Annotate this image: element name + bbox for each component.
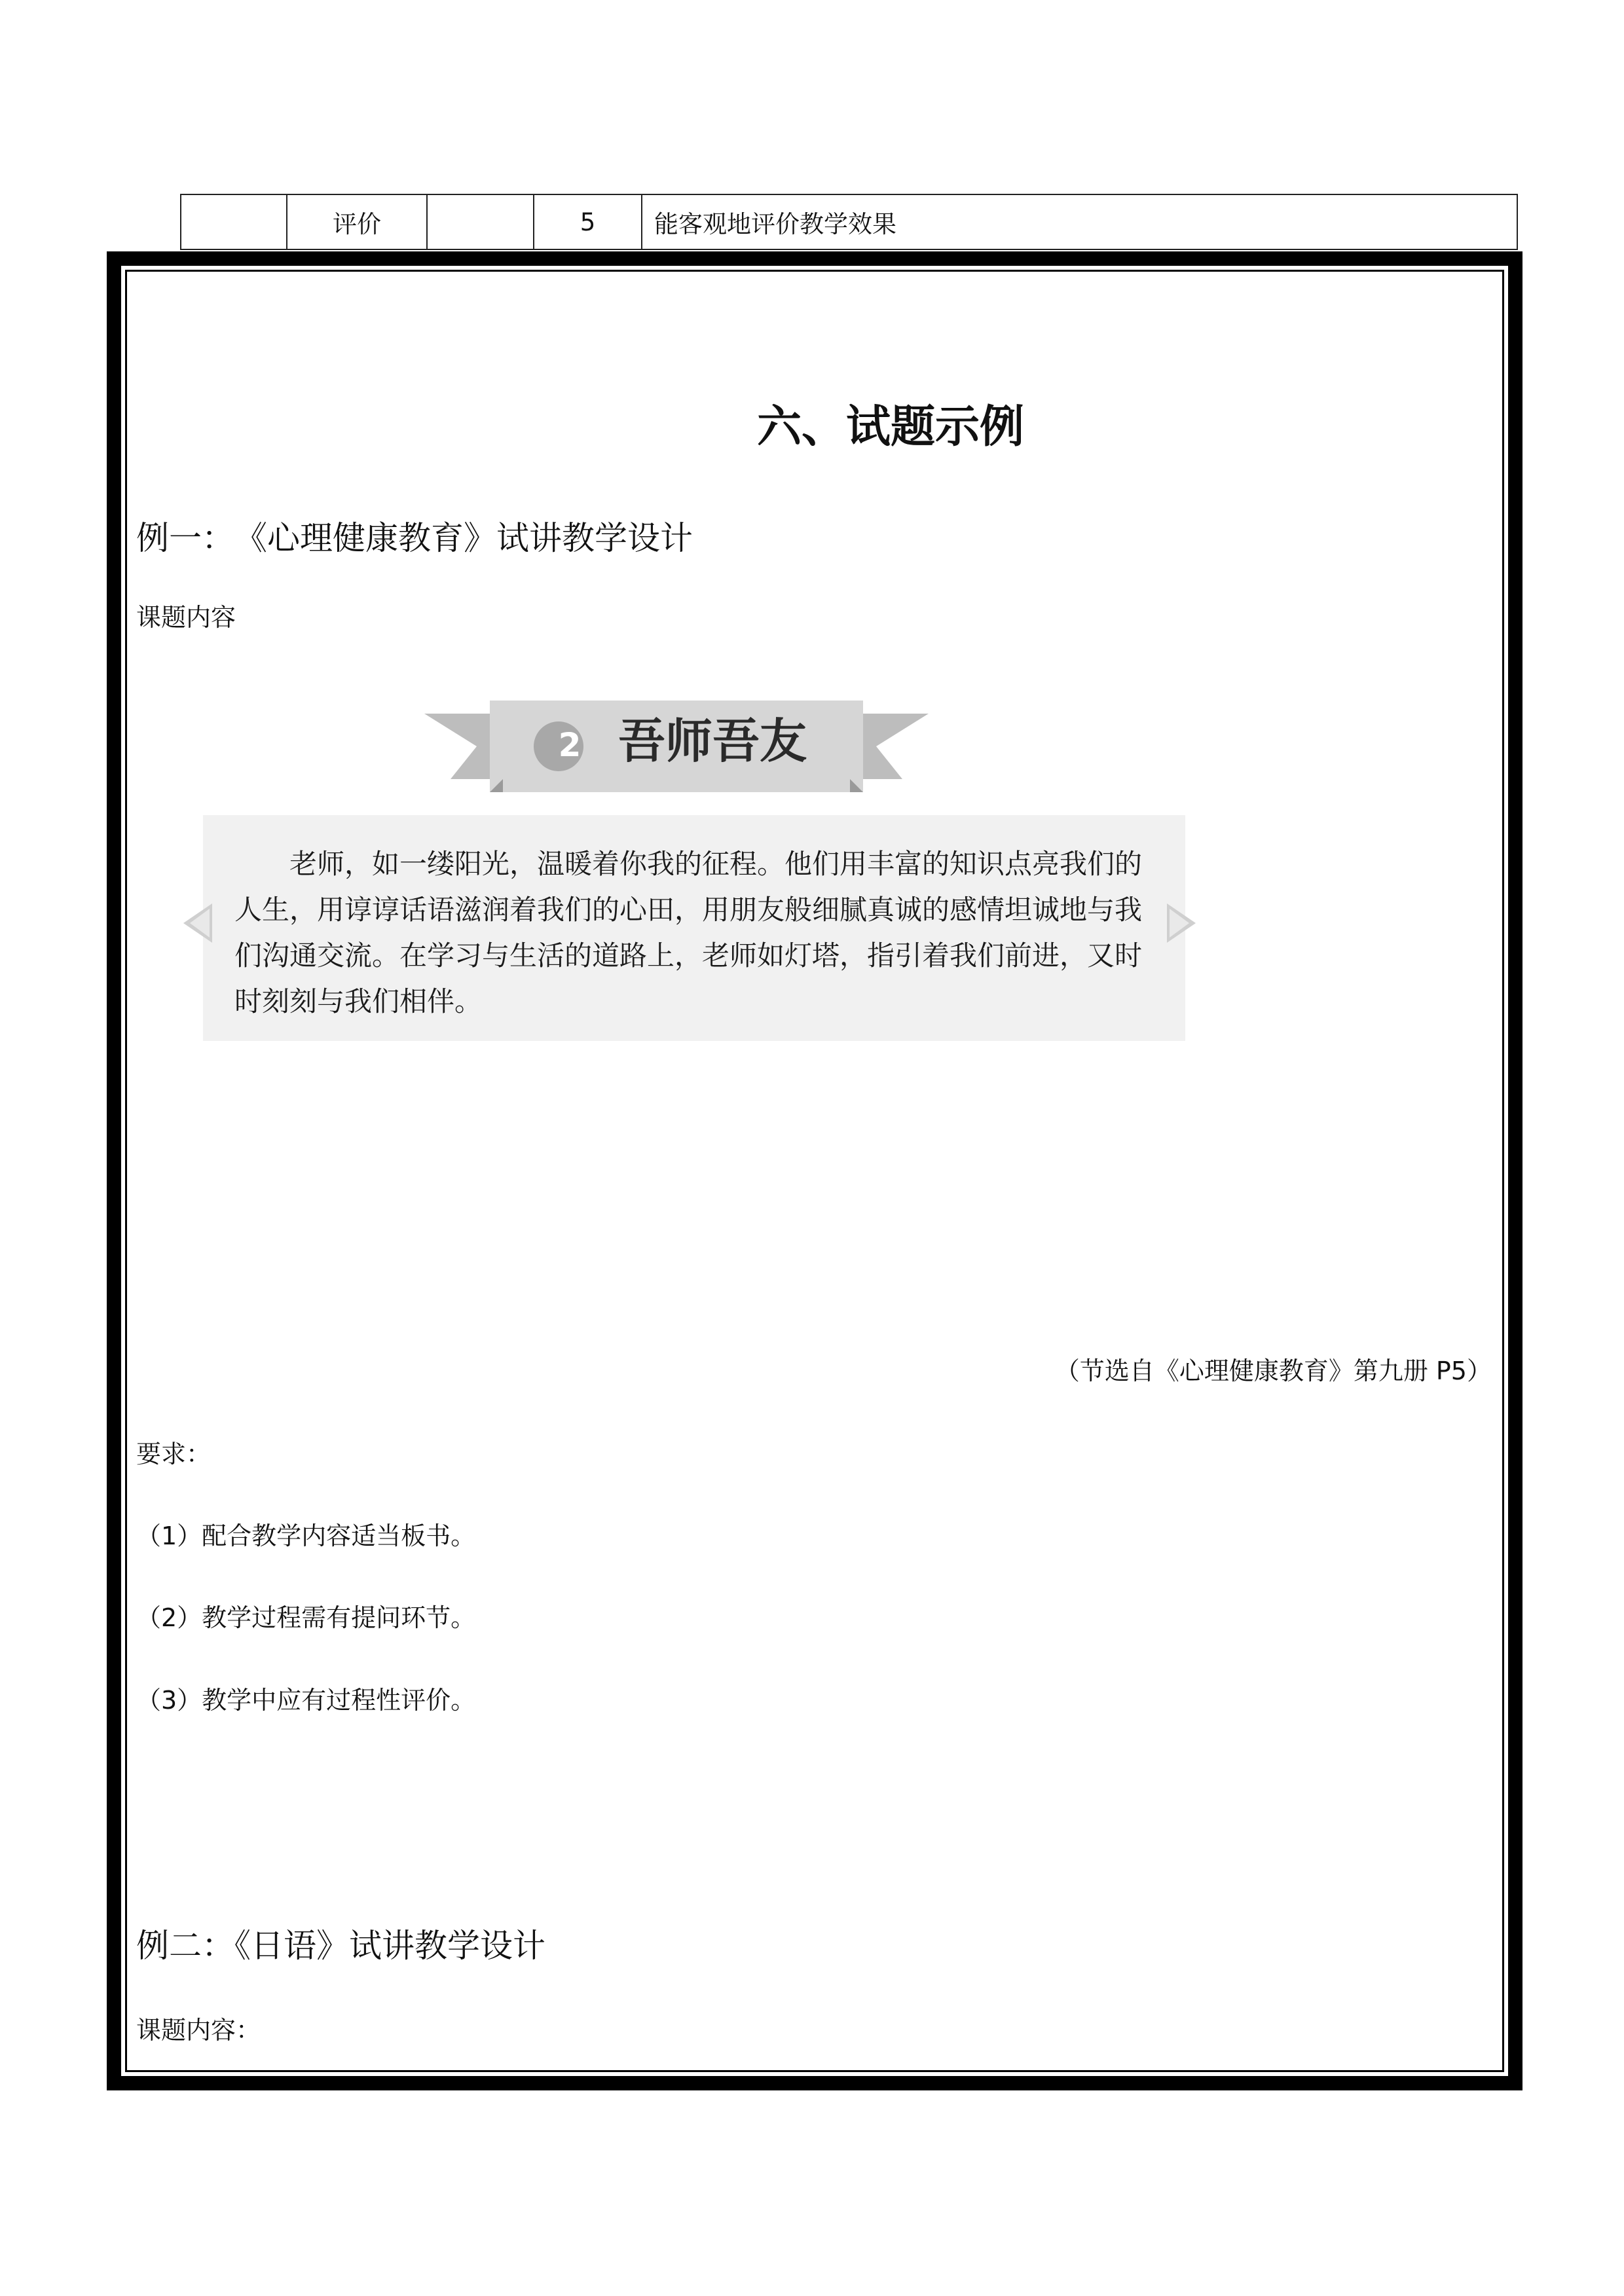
table-cell	[427, 194, 534, 249]
table-row	[181, 194, 1517, 249]
source-citation: （节选自《心理健康教育》第九册 P5）	[1054, 1357, 1492, 1385]
example1-topic-label: 课题内容	[136, 603, 236, 632]
lesson-body-text: 老师，如一缕阳光，温暖着你我的征程。他们用丰富的知识点亮我们的人生，用谆谆话语滋润着我们的心田，用朋友般细腻真诚的感情坦诚地与我们沟通交流。在学习与生活的道路上，老师如灯塔，指引着我们前进，又时时刻刻与我们相伴。	[234, 848, 1143, 1017]
table-cell: 评价	[287, 194, 427, 249]
example1-heading: 例一： 《心理健康教育》试讲教学设计	[136, 519, 693, 557]
evaluation-table-row	[180, 194, 1518, 250]
requirements-label: 要求：	[136, 1440, 212, 1468]
table-cell	[181, 194, 287, 249]
table-cell: 5	[534, 194, 642, 249]
lesson-title: 吾师吾友	[618, 713, 807, 769]
example2-topic-label: 课题内容：	[136, 2016, 261, 2045]
lesson-text-box	[203, 815, 1185, 1041]
section-title: 六、试题示例	[756, 401, 1024, 453]
requirement-item: （3）教学中应有过程性评价。	[136, 1686, 476, 1715]
left-arrow-icon	[183, 903, 212, 943]
lesson-number: 2	[558, 726, 581, 764]
table-cell: 能客观地评价教学效果	[642, 194, 1517, 249]
requirement-item: （2）教学过程需有提问环节。	[136, 1603, 476, 1632]
requirement-item: （1）配合教学内容适当板书。	[136, 1522, 476, 1550]
right-arrow-icon	[1167, 903, 1196, 943]
example2-heading: 例二：《日语》试讲教学设计	[136, 1927, 545, 1965]
